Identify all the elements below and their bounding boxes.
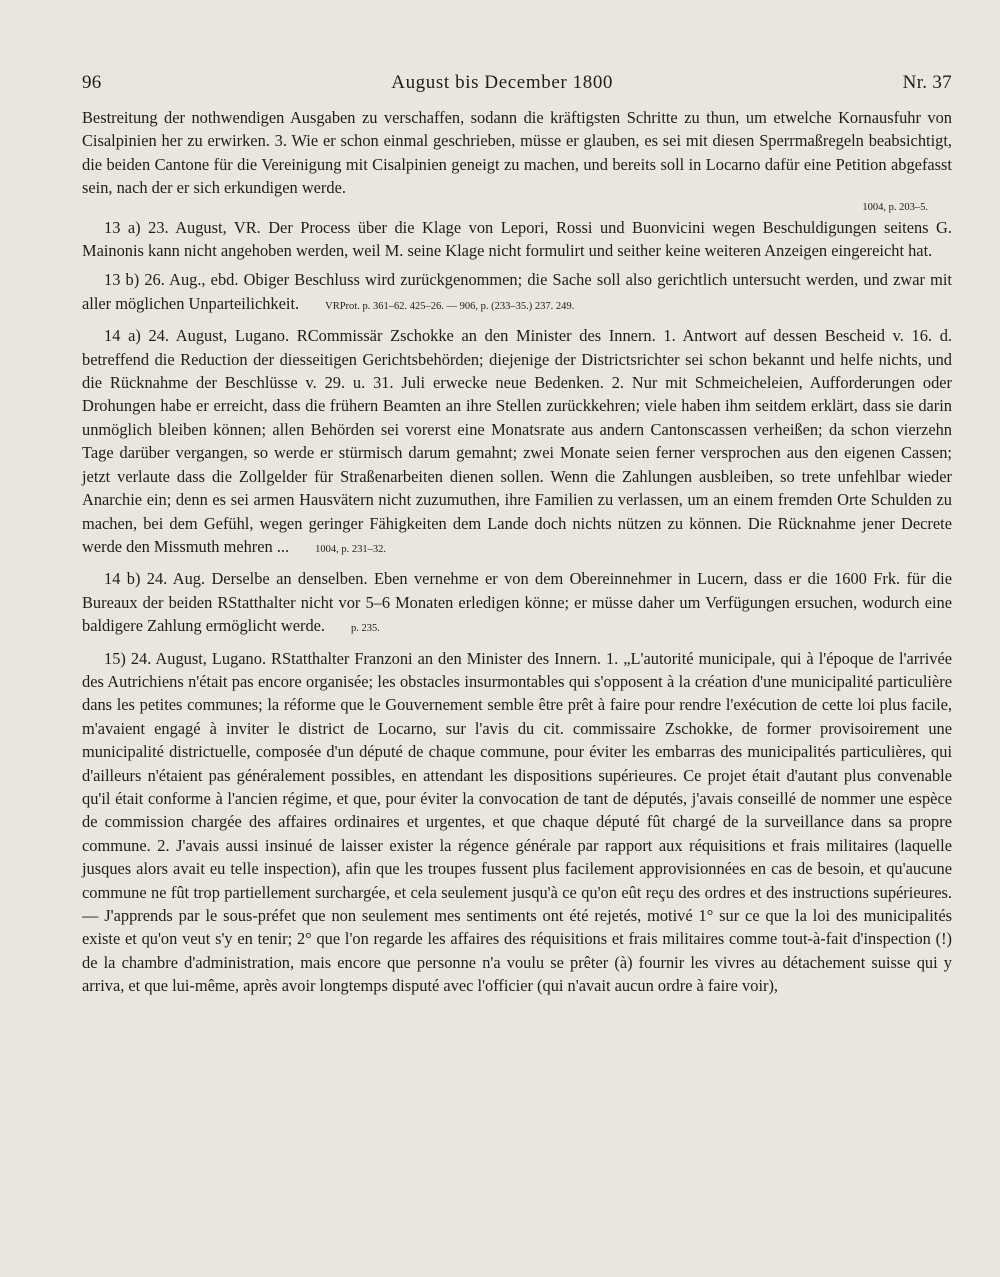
page-body (82, 106, 952, 998)
paragraph-text: 14 a) 24. August, Lugano. RCommissär Zschokke an den Minister des Innern. 1. Antwort auf dessen Bescheid v. 16. d. betreffend die Reduction der diesseitigen Gerichtsbehörden; diejenige der Districtsrichter sei schon bekannt und helfe nichts, und die Rücknahme der Beschlüsse v. 29. u. 31. Juli erwecke neue Bedenken. 2. Nur mit Schmeicheleien, Aufforderungen oder Drohungen habe er erreicht, dass die frühern Beamten an ihre Stellen zurückkehren; viele haben ihm seitdem erklärt, dass sie darin unmöglich bleiben können; allen Behörden sei vorerst eine Monatsrate aus andern Cantonscassen verheißen; da schon vierzehn Tage darüber vergangen, so werde er stürmisch darum gemahnt; zwei Monate seien ferner versprochen aus den eigenen Cassen; jetzt verlaute dass die Zollgelder für Straßenarbeiten dienen sollen. Wenn die Zahlungen ausbleiben, so trete unfehlbar wieder Anarchie ein; denn es sei armen Hausvätern nicht zuzumuthen, ihre Familien zu verlassen, um an einem fremden Orte Schulden zu machen, bei dem Gefühl, wegen geringer Fähigkeiten dem Lande doch nichts nützen zu können. Die Rücknahme jener Decrete werde den Missmuth mehren ... (82, 326, 952, 556)
paragraph-text: Bestreitung der nothwendigen Ausgaben zu verschaffen, sodann die kräftigsten Schritte zu thun, um etwelche Kornausfuhr von Cisalpinien her zu erwirken. 3. Wie er schon einmal geschrieben, müsse er glauben, es sei mit diesen Sperrmaßregeln beabsichtigt, die beiden Cantone für die Vereinigung mit Cisalpinien geneigt zu machen, und bereits soll in Locarno dafür eine Petition abgefasst sein, nach der er sich erkundigen werde. (82, 108, 952, 198)
paragraph-text: 15) 24. August, Lugano. RStatthalter Franzoni an den Minister des Innern. 1. „L'autorité municipale, qui à l'époque de l'arrivée des Autrichiens n'était pas encore organisée; les obstacles insurmontables qui s'opposent à la création d'une municipalité particulière dans les petites communes; la réforme que le Gouvernement semble être prêt à faire pour rendre l'exécution de cette loi plus facile, m'avaient engagé à inviter le district de Locarno, sur l'avis du cit. commissaire Zschokke, de former provisoirement une municipalité districtuelle, composée d'un député de chaque commune, pour éviter les embarras des municipalités particulières, qui d'ailleurs n'étaient pas généralement possibles, en attendant les dispositions supérieures. Ce projet était d'autant plus convenable qu'il était conforme à l'ancien régime, et que, pour éviter la convocation de tant de députés, j'avais conseillé de nommer une espèce de commission chargée des affaires ordinaires et urgentes, et que chaque député fût chargé de la surveillance dans sa propre commune. 2. J'avais aussi insinué de laisser exister la régence générale par rapport aux réquisitions et frais militaires (laquelle jusques alors avait eu telle inspection), afin que les troupes fussent plus facilement approvisionnées en cas de besoin, et qu'aucune commune ne fût trop partiellement surchargée, et cela seulement jusqu'à ce qu'on eût reçu des ordres et des instructions supérieures. — J'apprends par le sous-préfet que non seulement mes sentiments ont été rejetés, motivé 1° sur ce que la loi des municipalités existe et qu'on veut s'y en tenir; 2° que l'on regarde les affaires des réquisitions et frais militaires comme tout-à-fait d'inspection (!) de la chambre d'administration, mais encore que personne n'a voulu se prêter (à) fournir les vivres au détachement suisse qui y arriva, et que lui-même, après avoir longtemps disputé avec l'officier (qui n'avait aucun ordre à faire voir), (82, 648, 952, 996)
paragraph-text: 13 b) 26. Aug., ebd. Obiger Beschluss wird zurückgenommen; die Sache soll also gerichtlich untersucht werden, und zwar mit aller möglichen Unparteilichkeit. (82, 270, 952, 313)
running-header (82, 72, 952, 102)
running-title: August bis December 1800 (391, 72, 614, 93)
entry-13a (82, 216, 952, 263)
entry-14a (82, 324, 952, 561)
paragraph-text: 13 a) 23. August, VR. Der Process über die Klage von Lepori, Rossi und Buonvicini wegen Beschuldigungen seitens G. Mainonis kann nicht angehoben werden, weil M. seine Klage nicht formulirt und seither keine weiteren Anzeigen eingereicht hat. (82, 217, 952, 261)
section-number: Nr. 37 (902, 72, 952, 93)
entry-15 (82, 647, 952, 998)
paragraph-text: 14 b) 24. Aug. Derselbe an denselben. Eben vernehme er von dem Obereinnehmer in Lucern, dass er die 1600 Frk. für die Bureaux der beiden RStatthalter nicht vor 5–6 Monaten erledigen könne; er müsse daher um Verfügungen ersuchen, wodurch eine baldigere Zahlung ermöglicht werde. (82, 569, 952, 636)
paragraph-continuation (82, 106, 952, 200)
page-number: 96 (82, 72, 102, 93)
entry-14b (82, 567, 952, 640)
source-reference: p. 235. (351, 623, 380, 635)
source-reference: VRProt. p. 361–62. 425–26. — 906, p. (233–35.) 237. 249. (325, 300, 575, 312)
entry-13b (82, 268, 952, 318)
source-reference: 1004, p. 203–5. (862, 201, 928, 213)
source-reference: 1004, p. 231–32. (315, 543, 386, 555)
